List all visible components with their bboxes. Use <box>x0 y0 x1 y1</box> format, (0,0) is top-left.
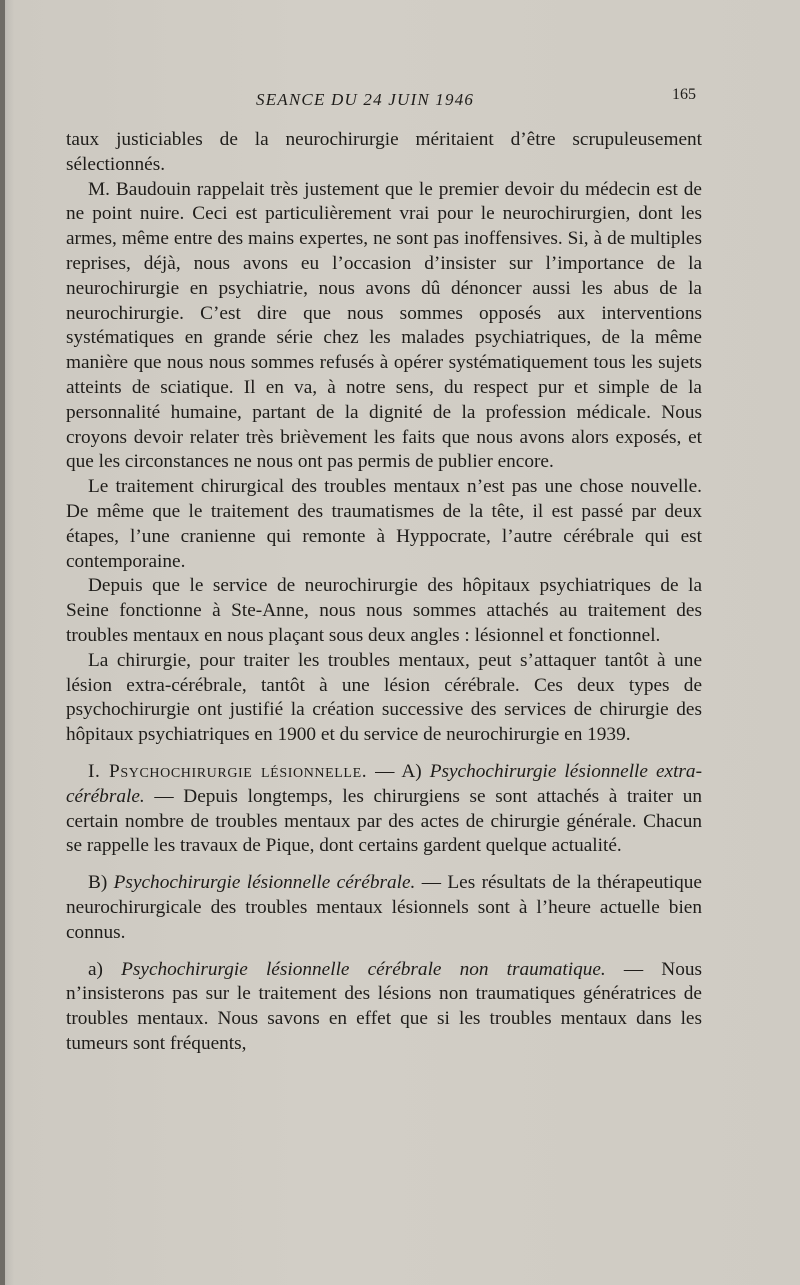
subsection-a-text: — Depuis longtemps, les chirurgiens se sont attachés à traiter un certain nombre de troubles mentaux par des actes de chirurgie générale. Chacun se rappelle les travaux de Pique, dont certains gardent quelque actualité. <box>66 785 702 857</box>
subsection-label-b: B) <box>88 872 114 894</box>
subsection-heading-b: Psychochirurgie lésionnelle cérébrale. <box>113 872 416 894</box>
body-text <box>66 128 702 1057</box>
paragraph-surgery-types: La chirurgie, pour traiter les troubles mentaux, peut s’attaquer tantôt à une lésion extra-cérébrale, tantôt à une lésion cérébrale. Ces deux types de psychochirurgie ont justifié la création successive des services de chirurgie des hôpitaux psychiatriques en 1900 et du service de neurochirurgie en 1939. <box>66 649 702 746</box>
running-title: SEANCE DU 24 JUIN 1946 <box>256 90 475 109</box>
subsection-heading-a-lower: Psychochirurgie lésionnelle cérébrale non traumatique. <box>121 958 606 980</box>
page-header <box>0 82 800 112</box>
book-spine-shadow <box>0 0 5 1285</box>
section-a-lower <box>66 958 702 1057</box>
section-b <box>66 871 702 945</box>
section-dash: — A) <box>367 760 430 782</box>
section-heading: I. Psychochirurgie lésionnelle. <box>88 760 368 782</box>
subsection-label-a-lower: a) <box>88 958 122 980</box>
subsection-heading-a: Psychochirurgie lésionnelle extra-cérébrale. <box>66 760 702 807</box>
paragraph-history: Le traitement chirurgical des troubles mentaux n’est pas une chose nouvelle. De même que le traitement des traumatismes de la tête, il est passé par deux étapes, l’une cranienne qui remonte à Hyppocrate, l’autre cérébrale qui est contemporaine. <box>66 476 702 572</box>
paragraph-service: Depuis que le service de neurochirurgie des hôpitaux psychiatriques de la Seine fonctionne à Ste-Anne, nous nous sommes attachés au traitement des troubles mentaux en nous plaçant sous deux angles : lésionnel et fonctionnel. <box>66 575 702 646</box>
paragraph-baudouin: M. Baudouin rappelait très justement que le premier devoir du médecin est de ne point nuire. Ceci est particulièrement vrai pour le neurochirurgien, dont les armes, même entre des mains expertes, ne sont pas inoffensives. Si, à de multiples reprises, déjà, nous avons eu l’occasion d’insister sur l’importance de la neurochirurgie en psychiatrie, nous avons dû dénoncer aussi les abus de la neurochirurgie. C’est dire que nous sommes opposés aux interventions systématiques en grande série chez les malades psychiatriques, de la même manière que nous nous sommes refusés à opérer systématiquement tous les sujets atteints de sciatique. Il en va, à notre sens, du respect pur et simple de la personnalité humaine, partant de la dignité de la profession médicale. Nous croyons devoir relater très brièvement les faits que nous avons alors exposés, et que les circonstances ne nous ont pas permis de publier encore. <box>66 178 702 473</box>
subsection-a-lower-text: — Nous n’insisterons pas sur le traitement des lésions non traumatiques génératrices de troubles mentaux. Nous savons en effet que si les troubles mentaux dans les tumeurs sont fréquents, <box>66 958 702 1054</box>
section-lesional <box>66 760 702 859</box>
paragraph-continuation: taux justiciables de la neurochirurgie méritaient d’être scrupuleusement sélectionnés. <box>66 129 702 175</box>
subsection-b-text: — Les résultats de la thérapeutique neurochirurgicale des troubles mentaux lésionnels sont à l’heure actuelle bien connus. <box>66 872 702 943</box>
page-number: 165 <box>672 86 696 103</box>
